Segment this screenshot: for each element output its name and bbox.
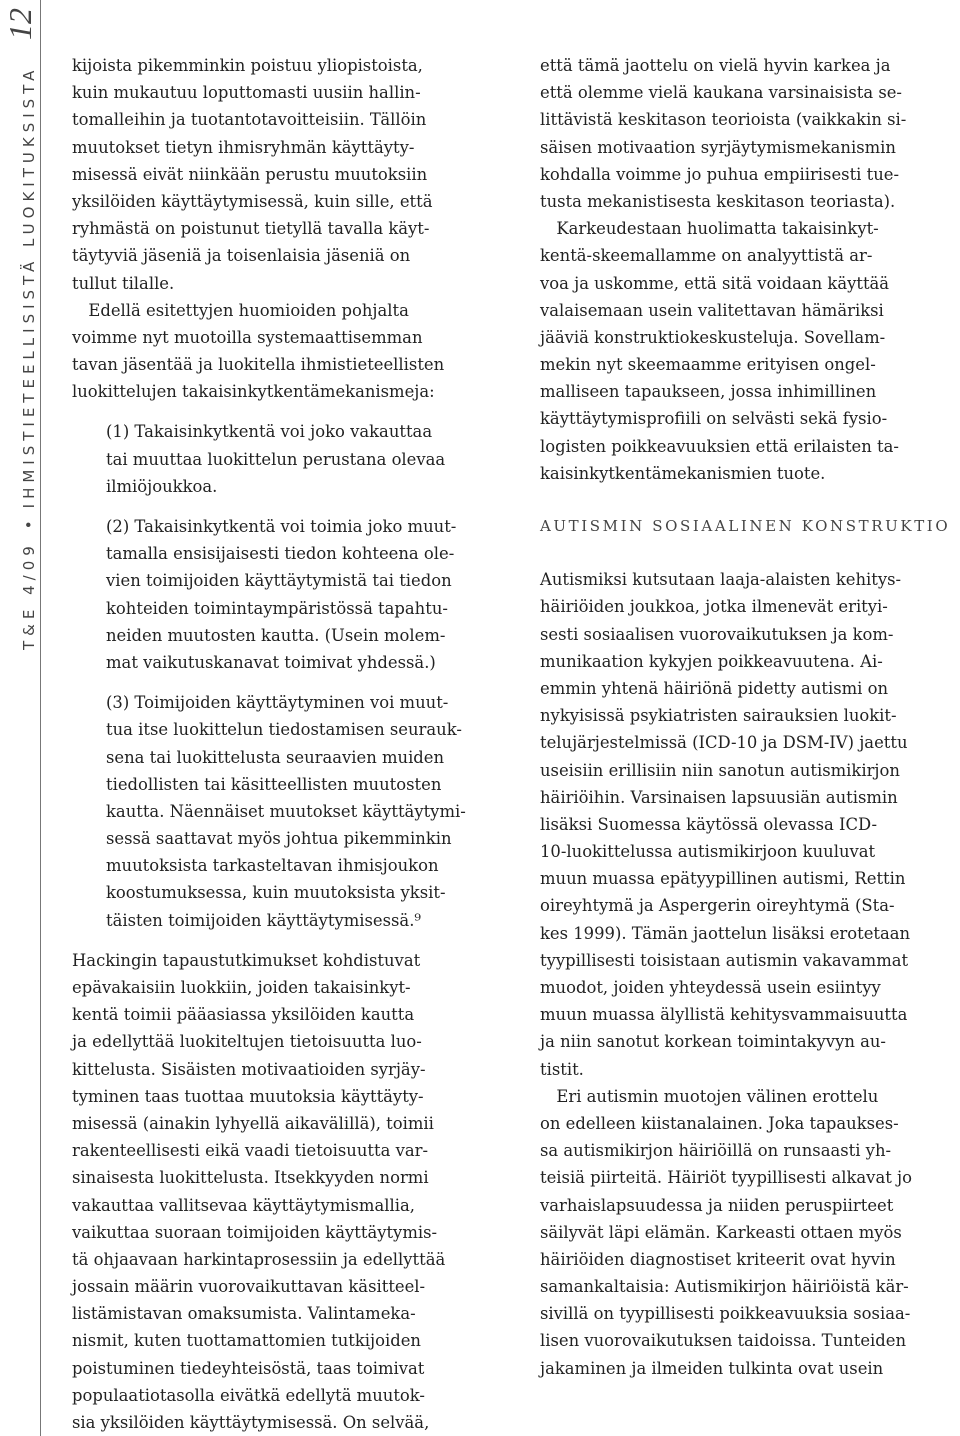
text-line: tusta mekanistisesta keskitason teoriasta).: [540, 191, 896, 211]
text-line: muodot, joiden yhteydessä usein esiintyy: [540, 978, 881, 998]
text-line: rakenteellisesti eikä vaadi tietoisuutta var-: [72, 1141, 428, 1161]
text-line: tyminen taas tuottaa muutoksia käyttäyty-: [72, 1086, 424, 1106]
text-line: ryhmästä on poistunut tietyllä tavalla käyt-: [72, 219, 430, 239]
text-line: että olemme vielä kaukana varsinaisista se-: [540, 83, 902, 103]
text-line: kaisinkytkentämekanismien tuote.: [540, 463, 826, 483]
section-title: IHMISTIETEELLISISTÄ LUOKITUKSISTA: [20, 65, 38, 509]
text-line: tomalleihin ja tuotantotavoitteisiin. Tällöin: [72, 110, 427, 130]
text-line: munikaation kykyjen poikkeavuutena. Ai-: [540, 651, 883, 671]
text-line: koostumuksessa, kuin muutoksista yksit-: [106, 883, 446, 903]
page-number: [2, 4, 38, 44]
text-line: voimme nyt muotoilla systemaattisemman: [72, 327, 423, 347]
text-line: sinaisesta luokittelusta. Itsekkyyden normi: [72, 1168, 429, 1188]
text-line: poistuminen tiedeyhteisöstä, taas toimivat: [72, 1358, 425, 1378]
text-line: vakauttaa vallitsevaa käyttäytymismallia,: [72, 1195, 415, 1215]
text-line: säisen motivaation syrjäytymismekanismin: [540, 137, 896, 157]
text-line: häiriöiden diagnostiset kriteerit ovat hyvin: [540, 1249, 896, 1269]
text-line: käyttäytymisprofiili on selvästi sekä fysio-: [540, 409, 888, 429]
text-line: tua itse luokittelun tiedostamisen seurauk-: [106, 720, 462, 740]
text-line: ja niin sanotut korkean toimintakyvyn au-: [540, 1032, 886, 1052]
text-line: valaisemaan usein valitettavan hämäriksi: [540, 300, 884, 320]
section-heading: AUTISMIN SOSIAALINEN KONSTRUKTIO: [540, 517, 951, 535]
text-line: misessä eivät niinkään perustu muutoksiin: [72, 164, 428, 184]
text-line: oireyhtymä ja Aspergerin oireyhtymä (Sta-: [540, 896, 895, 916]
text-line: muutokset tietyn ihmisryhmän käyttäyty-: [72, 137, 415, 157]
text-line: 10-luokittelussa autismikirjoon kuuluvat: [540, 842, 876, 862]
text-line: kes 1999). Tämän jaottelun lisäksi erotetaan: [540, 923, 911, 943]
text-line: tä ohjaavaan harkintaprosessiin ja edellyttää: [72, 1249, 446, 1269]
text-line: yksilöiden käyttäytymisessä, kuin sille, että: [72, 191, 433, 211]
text-line: kittelusta. Sisäisten motivaatioiden syrjäy-: [72, 1059, 426, 1079]
text-line: tamalla ensisijaisesti tiedon kohteena ole-: [106, 544, 455, 564]
text-line: epävakaisiin luokkiin, joiden takaisinkyt-: [72, 978, 411, 997]
text-line: jossain määrin vuorovaikuttavan käsitteel-: [72, 1277, 426, 1297]
text-line: tiedollisten tai käsitteellisten muutosten: [106, 774, 442, 794]
bullet-separator-icon: •: [20, 520, 38, 530]
text-line: mat vaikutuskanavat toimivat yhdessä.): [106, 652, 436, 672]
text-line: muutoksista tarkasteltavan ihmisjoukon: [106, 856, 439, 876]
text-line: luokittelujen takaisinkytkentämekanismeja:: [72, 382, 435, 402]
text-line: vien toimijoiden käyttäytymistä tai tiedon: [106, 571, 452, 591]
text-line: ilmiöjoukkoa.: [106, 476, 218, 496]
text-line: logisten poikkeavuuksien että erilaisten ta-: [540, 436, 899, 456]
running-head: [8, 65, 38, 674]
right-column: [540, 52, 960, 1382]
text-line: jääviä konstruktiokeskusteluja. Sovellam-: [540, 327, 886, 347]
text-line: sesti sosiaalisen vuorovaikutuksen ja kom-: [540, 624, 894, 644]
text-line: sessä saattavat myös johtua pikemminkin: [106, 829, 452, 849]
paragraph-gap: [72, 934, 494, 947]
text-line: on edelleen kiistanalainen. Joka tapaukses-: [540, 1113, 899, 1133]
text-line: useisiin erillisiin niin sanotun autismikirjon: [540, 760, 900, 780]
text-line: kuin mukautuu loputtomasti uusiin hallin-: [72, 83, 421, 103]
text-line: säilyvät läpi elämän. Karkeasti ottaen myös: [540, 1222, 902, 1242]
text-line: sivillä on tyypillisesti poikkeavuuksia sosiaa-: [540, 1304, 911, 1324]
text-line: populaatiotasolla eivätkä edellytä muutok-: [72, 1385, 425, 1405]
sidebar: [0, 0, 41, 1436]
text-line: sia yksilöiden käyttäytymisessä. On selvää,: [72, 1413, 430, 1432]
text-line: jakaminen ja ilmeiden tulkinta ovat usein: [540, 1358, 884, 1378]
text-line: tai muuttaa luokittelun perustana olevaa: [106, 449, 446, 469]
text-line: listämistavan omaksumista. Valintameka-: [72, 1304, 416, 1324]
text-line: (1) Takaisinkytkentä voi joko vakauttaa: [106, 422, 433, 442]
text-line: muun muassa epätyypillinen autismi, Rettin: [540, 869, 906, 889]
text-line: ja edellyttää luokiteltujen tietoisuutta luo-: [72, 1032, 422, 1052]
text-line: häiriöiden joukkoa, jotka ilmenevät erityi-: [540, 597, 888, 617]
text-line: kentä toimii pääasiassa yksilöiden kautta: [72, 1005, 415, 1025]
text-line: kautta. Näennäiset muutokset käyttäytymi-: [106, 801, 466, 821]
text-line: häiriöihin. Varsinaisen lapsuusiän autismin: [540, 787, 898, 807]
text-line: misessä (ainakin lyhyellä aikavälillä), toimii: [72, 1113, 434, 1133]
text-line: samankaltaisia: Autismikirjon häiriöistä kär-: [540, 1277, 909, 1297]
page-number-text: 12: [2, 8, 38, 40]
text-line: malliseen tapaukseen, jossa inhimillinen: [540, 382, 877, 402]
text-line: littävistä keskitason teorioista (vaikkakin si-: [540, 110, 907, 130]
text-line: nykyisissä psykiatristen sairauksien luokit-: [540, 706, 897, 726]
paragraph-gap: [72, 676, 494, 689]
text-line: Edellä esitettyjen huomioiden pohjalta: [72, 300, 409, 320]
text-line: tullut tilalle.: [72, 273, 175, 293]
text-line: Karkeudestaan huolimatta takaisinkyt-: [540, 219, 879, 239]
text-line: täisten toimijoiden käyttäytymisessä.⁹: [106, 910, 421, 930]
text-line: lisäksi Suomessa käytössä olevassa ICD-: [540, 814, 878, 834]
text-line: tavan jäsentää ja luokitella ihmistieteellisten: [72, 355, 445, 375]
text-line: lisen vuorovaikutuksen taidoissa. Tunteiden: [540, 1331, 907, 1351]
text-line: tistit.: [540, 1059, 584, 1079]
text-line: sa autismikirjon häiriöillä on runsaasti yh-: [540, 1141, 892, 1161]
text-line: mekin nyt skeemaamme erityisen ongel-: [540, 355, 876, 375]
text-line: (3) Toimijoiden käyttäytyminen voi muut-: [106, 693, 449, 713]
text-line: Eri autismin muotojen välinen erottelu: [540, 1086, 879, 1106]
text-line: voa ja uskomme, että sitä voidaan käyttää: [540, 273, 890, 293]
paragraph-gap: [72, 405, 494, 418]
text-line: täytyviä jäseniä ja toisenlaisia jäseniä on: [72, 246, 411, 266]
text-line: vaikuttaa suoraan toimijoiden käyttäytymis-: [72, 1222, 438, 1242]
journal-issue: T&E 4/09: [20, 541, 38, 650]
left-column: [72, 52, 494, 1436]
text-line: kentä-skeemallamme on analyyttistä ar-: [540, 246, 873, 266]
text-line: että tämä jaottelu on vielä hyvin karkea ja: [540, 56, 891, 75]
text-line: emmin yhtenä häiriönä pidetty autismi on: [540, 678, 889, 698]
text-line: neiden muutosten kautta. (Usein molem-: [106, 625, 446, 645]
text-line: sena tai luokittelusta seuraavien muiden: [106, 747, 445, 767]
text-line: muun muassa älyllistä kehitysvammaisuutta: [540, 1005, 908, 1025]
text-line: kohdalla voimme jo puhua empiirisesti tue-: [540, 164, 899, 184]
paragraph-gap: [72, 500, 494, 513]
text-line: teisiä piirteitä. Häiriöt tyypillisesti alkavat jo: [540, 1168, 912, 1188]
text-line: kijoista pikemminkin poistuu yliopistoista,: [72, 56, 423, 75]
text-line: Autismiksi kutsutaan laaja-alaisten kehitys-: [540, 570, 902, 590]
text-line: varhaislapsuudessa ja niiden peruspiirteet: [540, 1195, 894, 1215]
text-line: nismit, kuten tuottamattomien tutkijoiden: [72, 1331, 421, 1351]
text-line: telujärjestelmissä (ICD-10 ja DSM-IV) jaettu: [540, 733, 908, 753]
text-line: (2) Takaisinkytkentä voi toimia joko muut-: [106, 517, 457, 536]
text-line: kohteiden toimintaympäristössä tapahtu-: [106, 598, 448, 618]
text-line: Hackingin tapaustutkimukset kohdistuvat: [72, 950, 421, 970]
text-line: tyypillisesti toisistaan autismin vakavammat: [540, 950, 909, 970]
